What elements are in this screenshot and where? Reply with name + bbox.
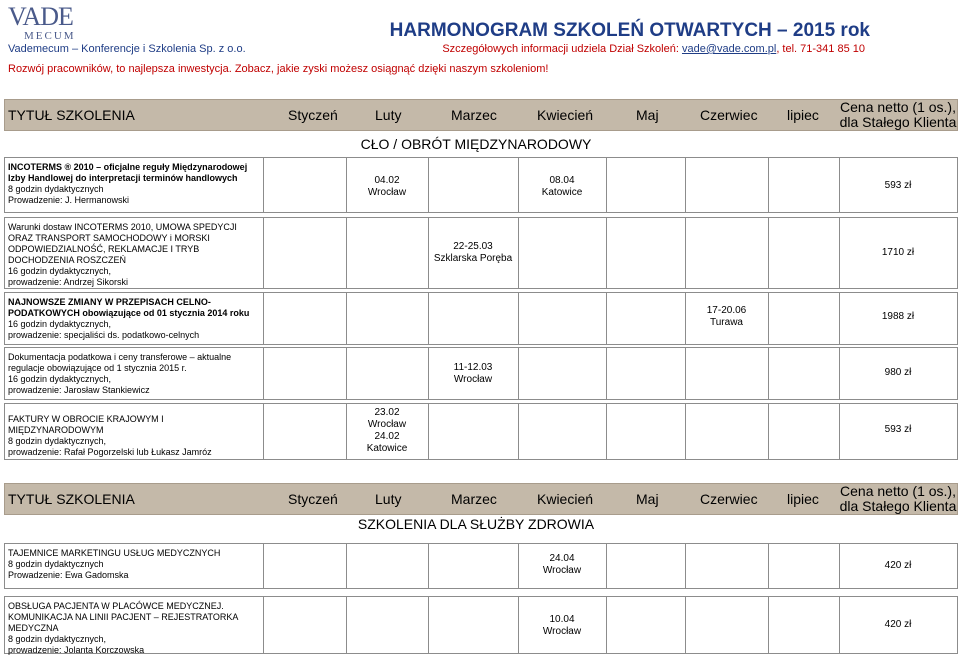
logo-text-bottom: MECUM — [24, 30, 76, 42]
training-hours: 8 godzin dydaktycznych — [8, 184, 104, 194]
training-city: Wrocław — [453, 374, 493, 385]
training-title: INCOTERMS ® 2010 – oficjalne reguły Międzynarodowej Izby Handlowej do interpretacji terminów handlowych — [8, 162, 248, 183]
training-city: Katowice — [366, 443, 408, 454]
training-hours: 16 godzin dydaktycznych, — [8, 319, 112, 329]
training-date: 22-25.03 — [453, 241, 493, 252]
price-column-header — [839, 100, 957, 130]
month-header-july: lipiec — [787, 491, 819, 507]
training-trainer: prowadzenie: Andrzej Sikorski — [8, 277, 129, 287]
month-header-may: Maj — [636, 491, 659, 507]
training-date: 24.02 — [374, 431, 400, 442]
month-header-january: Styczeń — [288, 491, 338, 507]
table-row — [4, 157, 958, 213]
training-title: Dokumentacja podatkowa i ceny transferowe – aktualne regulacje obowiązujące od 1 stycznia 2015 r. — [8, 352, 232, 373]
training-trainer: prowadzenie: Rafał Pogorzelski lub Łukasz Jamróz — [8, 447, 212, 457]
price-header-line1: Cena netto (1 os.), — [840, 99, 956, 115]
table-row — [4, 217, 958, 289]
training-hours: 16 godzin dydaktycznych, — [8, 374, 112, 384]
training-description — [8, 548, 258, 581]
training-trainer: prowadzenie: Jolanta Korczowska — [8, 645, 145, 655]
training-description — [8, 601, 258, 656]
date-cell — [518, 614, 606, 638]
training-date: 23.02 — [374, 407, 400, 418]
training-city: Katowice — [541, 187, 583, 198]
training-price: 420 zł — [884, 560, 912, 571]
training-city: Szklarska Poręba — [433, 253, 513, 264]
training-hours: 16 godzin dydaktycznych, — [8, 266, 112, 276]
training-hours: 8 godzin dydaktycznych, — [8, 436, 107, 446]
date-cell — [346, 407, 428, 455]
month-header-march: Marzec — [451, 107, 497, 123]
training-date: 08.04 — [549, 175, 575, 186]
training-title: NAJNOWSZE ZMIANY W PRZEPISACH CELNO-PODATKOWYCH obowiązujące od 01 stycznia 2014 roku — [8, 297, 250, 318]
date-cell — [346, 175, 428, 199]
training-price: 1710 zł — [881, 247, 915, 258]
table-row — [4, 292, 958, 345]
contact-email-link[interactable]: vade@vade.com.pl — [681, 43, 777, 55]
price-header-line2: dla Stałego Klienta — [839, 114, 957, 130]
training-trainer: prowadzenie: Jarosław Stankiewicz — [8, 385, 150, 395]
date-cell — [428, 241, 518, 265]
table-row — [4, 543, 958, 589]
logo-text-top: VADE — [8, 2, 73, 31]
training-date: 11-12.03 — [453, 362, 493, 373]
month-header-june: Czerwiec — [700, 107, 758, 123]
training-date: 10.04 — [549, 614, 575, 625]
training-city: Wrocław — [367, 187, 407, 198]
month-header-february: Luty — [375, 107, 402, 123]
contact-phone: , tel. 71-341 85 10 — [776, 43, 865, 55]
training-hours: 8 godzin dydaktycznych — [8, 559, 104, 569]
training-description — [8, 162, 258, 206]
training-date: 24.04 — [549, 553, 575, 564]
month-header-may: Maj — [636, 107, 659, 123]
training-city: Turawa — [710, 317, 743, 328]
page-title: HARMONOGRAM SZKOLEŃ OTWARTYCH – 2015 rok — [389, 20, 870, 41]
training-city: Wrocław — [367, 419, 407, 430]
training-price: 593 zł — [884, 180, 912, 191]
table-header-bar — [4, 99, 958, 131]
title-column-header: TYTUŁ SZKOLENIA — [8, 107, 135, 123]
training-trainer: Prowadzenie: J. Hermanowski — [8, 195, 130, 205]
training-trainer: prowadzenie: specjaliści ds. podatkowo-celnych — [8, 330, 200, 340]
title-column-header: TYTUŁ SZKOLENIA — [8, 491, 135, 507]
company-name: Vademecum – Konferencje i Szkolenia Sp. z o.o. — [8, 43, 246, 55]
slogan: Rozwój pracowników, to najlepsza inwestycja. Zobacz, jakie zyski możesz osiągnąć dzięki naszym szkoleniom! — [8, 63, 549, 75]
training-price: 980 zł — [884, 367, 912, 378]
contact-info — [442, 43, 865, 55]
training-date: 17-20.06 — [706, 305, 747, 316]
month-header-march: Marzec — [451, 491, 497, 507]
training-description — [8, 222, 258, 288]
training-description — [8, 297, 258, 341]
month-header-july: lipiec — [787, 107, 819, 123]
training-city: Wrocław — [542, 626, 582, 637]
month-header-february: Luty — [375, 491, 402, 507]
training-price: 420 zł — [884, 619, 912, 630]
table-header-bar — [4, 483, 958, 515]
training-description — [8, 414, 258, 458]
date-cell — [518, 553, 606, 577]
date-cell — [428, 362, 518, 386]
table-row — [4, 596, 958, 654]
date-cell — [685, 305, 768, 329]
training-title: TAJEMNICE MARKETINGU USŁUG MEDYCZNYCH — [8, 548, 221, 558]
price-header-line1: Cena netto (1 os.), — [840, 483, 956, 499]
price-column-header — [839, 484, 957, 514]
month-header-june: Czerwiec — [700, 491, 758, 507]
training-description — [8, 352, 258, 396]
training-title: OBSŁUGA PACJENTA W PLACÓWCE MEDYCZNEJ. KOMUNIKACJA NA LINII PACJENT – REJESTRATORKA MEDYCZNA — [8, 601, 238, 633]
month-header-april: Kwiecień — [537, 107, 594, 123]
vademecum-logo — [8, 4, 98, 44]
section-title-customs: CŁO / OBRÓT MIĘDZYNARODOWY — [360, 136, 592, 152]
date-cell — [518, 175, 606, 199]
contact-prefix: Szczegółowych informacji udziela Dział Szkoleń: — [442, 43, 682, 55]
training-hours: 8 godzin dydaktycznych, — [8, 634, 107, 644]
section-title-healthcare: SZKOLENIA DLA SŁUŻBY ZDROWIA — [357, 516, 595, 532]
table-row — [4, 403, 958, 460]
month-header-january: Styczeń — [288, 107, 338, 123]
training-city: Wrocław — [542, 565, 582, 576]
month-header-april: Kwiecień — [537, 491, 594, 507]
training-date: 04.02 — [374, 175, 400, 186]
price-header-line2: dla Stałego Klienta — [839, 498, 957, 514]
training-price: 1988 zł — [881, 311, 915, 322]
training-title: Warunki dostaw INCOTERMS 2010, UMOWA SPEDYCJI ORAZ TRANSPORT SAMOCHODOWY i MORSKI ODPOWIEDZIALNOŚĆ, REKLAMACJE I TRYB DOCHODZENIA ROSZCZEŃ — [8, 222, 237, 265]
table-row — [4, 347, 958, 400]
training-price: 593 zł — [884, 424, 912, 435]
training-title: FAKTURY W OBROCIE KRAJOWYM I MIĘDZYNARODOWYM — [8, 414, 164, 435]
training-trainer: Prowadzenie: Ewa Gadomska — [8, 570, 129, 580]
